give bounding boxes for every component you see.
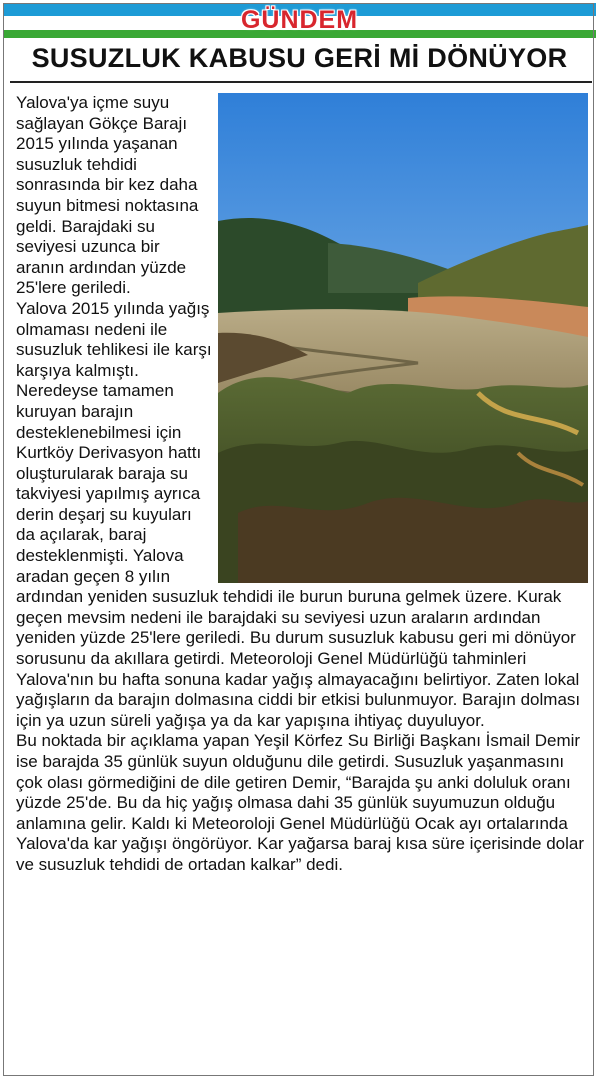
headline-divider [10, 81, 592, 83]
article-headline: SUSUZLUK KABUSU GERİ Mİ DÖNÜYOR [31, 43, 568, 73]
paragraph-intro: Yalova'ya içme suyu sağlayan Gökçe Barajı 2015 yılında yaşanan susuzluk tehdidi sonrasında bir kez daha suyun bitmesi noktasına geldi. Barajdaki su seviyesi uzunca bir aranın ardından yüzde 25'lere geriledi. [16, 93, 199, 298]
paragraph-statement: Bu noktada bir açıklama yapan Yeşil Körfez Su Birliği Başkanı İsmail Demir ise barajda 35 günlük suyun olduğunu dile getirdi. Susuzluk yaşanmasını çok olası görmediğini de dile getiren Demir, “Barajda şu anki doluluk oranı yüzde 25'de. Bu da hiç yağış olmasa dahi 35 günlük suyumuzun olduğu anlamına gelir. Kaldı ki Meteoroloji Genel Müdürlüğü Ocak ayı ortalarında Yalova'da kar yağışı öngörüyor. Kar yağarsa baraj kısa süre içerisinde dolar ve susuzluk tehdidi de ortadan kalkar” dedi. [16, 731, 585, 874]
dam-photo [218, 93, 588, 583]
paragraph-background: Yalova 2015 yılında yağış olmaması nedeni ile susuzluk tehlikesi ile karşı karşıya kalmıştı. Neredeyse tamamen kuruyan barajın desteklenebilmesi için Kurtköy Derivasyon hattı oluşturularak baraja su takviyesi yapılmış ayrıca derin deşarj su kuyuları da açılarak, baraj desteklenmişti. Yalova aradan geçen 8 yılın ardından yeniden susuzluk tehdidi ile burun buruna gelmek üzere. Kurak geçen mevsim nedeni ile barajdaki su seviyesi uzun araların ardından yeniden yüzde 25'lere geriledi. Bu durum susuzluk kabusu geri mi dönüyor sorusunu da akıllara getirdi. Meteoroloji Genel Müdürlüğü tahminleri Yalova'nın bu hafta sonuna kadar yağış almayacağını belirtiyor. Zaten lokal yağışların da barajın dolmasına ciddi bir etkisi bulunmuyor. Barajın dolması için ya uzun süreli yağışa ya da kar yapışına ihtiyaç duyuluyor. [16, 298, 581, 730]
section-label: GÜNDEM [240, 6, 359, 34]
article-body [16, 93, 588, 876]
